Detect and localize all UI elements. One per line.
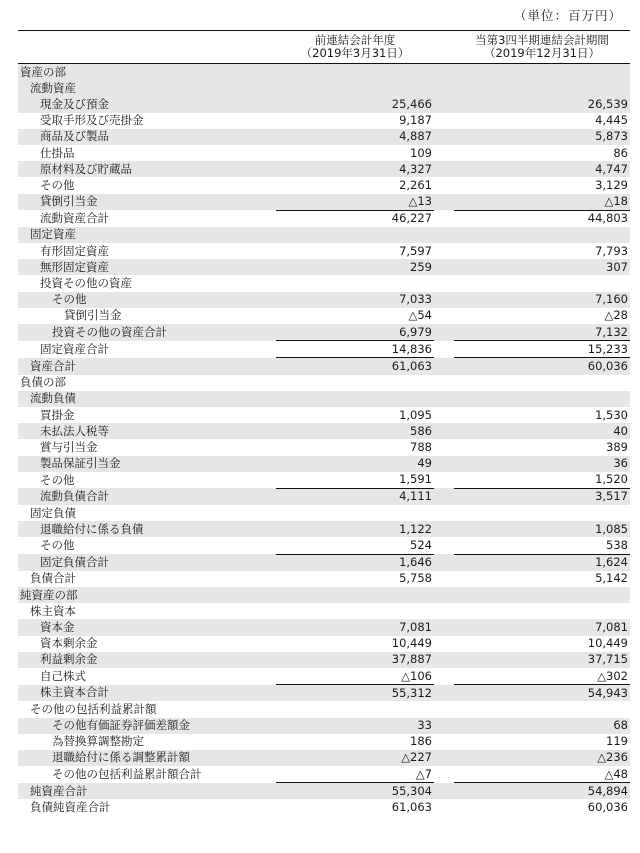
table-body [18,64,630,816]
row-value-current-period: 119 [606,734,628,749]
row-label: 投資その他の資産 [40,276,132,291]
row-label: 商品及び製品 [18,129,270,145]
row-value-current-period [454,505,630,521]
table-row [18,375,630,391]
table-row [18,145,630,161]
row-value-current-period [454,701,630,717]
row-label: 固定資産合計 [40,341,109,356]
row-value-prior-year: 1,591 [399,472,432,487]
row-value-prior-year: △7 [415,766,432,781]
row-label: 貸倒引当金 [64,308,122,323]
row-value-prior-year [276,275,434,291]
row-label: 投資その他の資産合計 [18,324,270,341]
row-value-prior-year: △227 [276,750,434,766]
row-value-current-period: 10,449 [587,636,628,651]
row-value-prior-year: △13 [276,194,434,211]
table-row [18,685,630,702]
row-label: 株主資本 [30,603,76,618]
table-row [18,129,630,145]
table-row [18,554,630,571]
row-value-prior-year: 49 [276,456,434,472]
row-label: 負債の部 [20,375,66,390]
row-value-current-period: 7,793 [595,243,628,258]
row-value-prior-year: 4,887 [276,129,434,145]
table-row [18,472,630,489]
row-value-current-period: 4,445 [595,113,628,128]
row-value-current-period: 86 [613,145,628,160]
row-value-prior-year: 4,327 [276,161,434,177]
row-value-current-period: 389 [606,439,628,454]
row-label: 純資産合計 [18,783,270,800]
row-value-current-period: 60,036 [587,800,628,815]
row-value-prior-year: △54 [408,308,432,323]
row-value-prior-year [276,391,434,407]
row-label: 現金及び預金 [18,96,270,112]
row-value-prior-year: 109 [410,145,432,160]
row-value-prior-year: △106 [401,668,432,683]
row-value-current-period: 1,085 [454,521,630,537]
row-value-current-period: 1,530 [595,407,628,422]
row-value-current-period: 44,803 [454,210,630,227]
row-value-current-period: 1,624 [454,554,630,571]
row-label: 為替換算調整勘定 [52,734,144,749]
table-row [18,799,630,815]
row-label: 利益剰余金 [18,652,270,668]
table-row [18,521,630,537]
table-row [18,488,630,505]
row-value-prior-year [276,80,434,96]
row-value-current-period: △302 [597,668,628,683]
row-value-current-period: 68 [454,718,630,734]
row-label: 流動資産 [18,80,270,96]
row-value-prior-year [276,603,434,619]
row-label: 資本金 [18,619,270,635]
row-label: 仕掛品 [40,145,75,160]
table-row [18,423,630,439]
row-value-current-period: 15,233 [454,341,630,358]
row-value-current-period: 3,517 [454,488,630,505]
column-header-prior-year [276,31,434,64]
table-row [18,96,630,112]
row-value-current-period: △48 [604,766,628,781]
row-value-current-period: △236 [454,750,630,766]
table-row [18,227,630,243]
row-value-current-period: 7,132 [454,324,630,341]
row-label: その他 [40,472,75,487]
row-value-current-period: 54,894 [454,783,630,800]
row-value-prior-year: 586 [276,423,434,439]
row-label: 流動負債合計 [18,488,270,505]
row-value-current-period: 4,747 [454,161,630,177]
row-value-prior-year: 37,887 [276,652,434,668]
row-value-current-period [454,391,630,407]
row-label: その他 [40,177,75,192]
table-row [18,113,630,129]
row-value-current-period: 37,715 [454,652,630,668]
row-value-prior-year: 55,304 [276,783,434,800]
row-value-prior-year: 6,979 [276,324,434,341]
row-value-prior-year: 1,095 [399,407,432,422]
row-value-prior-year: 61,063 [276,358,434,375]
row-value-prior-year: 2,261 [399,177,432,192]
row-label: 退職給付に係る負債 [18,521,270,537]
row-value-prior-year: 55,312 [276,685,434,702]
row-label: その他 [40,538,75,553]
row-label: 固定資産 [18,227,270,243]
row-label: その他有価証券評価差額金 [18,718,270,734]
row-value-prior-year: 61,063 [391,800,432,815]
row-value-prior-year: 788 [410,439,432,454]
row-value-prior-year: 186 [410,734,432,749]
column-header-prior-year-date: （2019年3月31日） [300,46,410,60]
row-value-current-period: 54,943 [454,685,630,702]
row-label: 固定負債合計 [18,554,270,571]
row-value-current-period: 1,520 [595,472,628,487]
column-header-current-period-date: （2019年12月31日） [483,46,601,60]
row-value-prior-year: 5,758 [399,571,432,586]
row-value-prior-year: 7,597 [399,243,432,258]
row-value-prior-year: 14,836 [276,341,434,358]
row-value-prior-year: 1,122 [276,521,434,537]
row-label: 退職給付に係る調整累計額 [18,750,270,766]
table-row [18,308,630,324]
row-value-prior-year [276,701,434,717]
row-value-prior-year: 9,187 [399,113,432,128]
row-value-current-period: 3,129 [595,177,628,192]
row-value-prior-year [276,505,434,521]
table-row [18,571,630,587]
row-value-current-period: 538 [606,538,628,553]
row-label: 無形固定資産 [18,259,270,275]
row-label: 負債純資産合計 [30,800,111,815]
row-value-prior-year: 7,033 [276,292,434,308]
table-row [18,718,630,734]
row-label: 買掛金 [40,407,75,422]
row-value-current-period: 60,036 [454,358,630,375]
row-value-prior-year: 1,646 [276,554,434,571]
row-value-current-period: △18 [454,194,630,211]
row-value-prior-year: 4,111 [276,488,434,505]
row-label: 資本剰余金 [40,636,98,651]
row-value-prior-year: 33 [276,718,434,734]
row-label: 負債合計 [30,571,76,586]
table-row [18,456,630,472]
table-row [18,783,630,800]
row-value-prior-year [276,227,434,243]
table-row [18,603,630,619]
row-label: 固定負債 [30,505,76,520]
row-value-current-period [454,375,630,391]
table-row [18,80,630,96]
table-row [18,64,630,81]
row-value-current-period: 7,160 [454,292,630,308]
row-value-prior-year: 10,449 [391,636,432,651]
balance-sheet-table [18,30,630,816]
table-row [18,194,630,211]
row-value-current-period [454,227,630,243]
row-value-prior-year: 524 [410,538,432,553]
table-row [18,766,630,783]
row-value-current-period [454,603,630,619]
row-value-current-period: 7,081 [454,619,630,635]
row-label: 流動資産合計 [40,211,109,226]
row-value-prior-year: 46,227 [276,210,434,227]
row-label: その他の包括利益累計額合計 [52,766,202,781]
row-value-prior-year [276,375,434,391]
table-row [18,407,630,423]
table-row [18,210,630,227]
row-value-current-period: △28 [604,308,628,323]
table-row [18,587,630,603]
column-header-current-period [454,31,630,64]
table-row [18,324,630,341]
table-row [18,243,630,259]
row-value-current-period: 307 [454,259,630,275]
table-row [18,275,630,291]
row-label: その他の包括利益累計額 [30,701,157,716]
table-row [18,668,630,685]
table-row [18,161,630,177]
table-row [18,636,630,652]
row-value-current-period [454,80,630,96]
row-value-current-period [454,275,630,291]
header-label-cell [18,31,270,64]
row-label: 貸倒引当金 [18,194,270,211]
row-label: 純資産の部 [18,587,270,603]
table-row [18,652,630,668]
column-header-prior-year-title: 前連結会計年度 [314,33,396,47]
row-value-prior-year: 25,466 [276,96,434,112]
table-row [18,505,630,521]
row-label: 資産の部 [18,64,270,81]
row-value-prior-year [276,64,434,81]
row-label: 未払法人税等 [18,423,270,439]
table-row [18,619,630,635]
row-value-current-period: 40 [454,423,630,439]
column-header-current-period-title: 当第3四半期連結会計期間 [475,33,609,47]
row-value-current-period: 5,142 [595,571,628,586]
row-value-current-period [454,587,630,603]
row-label: 流動負債 [18,391,270,407]
row-value-current-period: 5,873 [454,129,630,145]
row-label: 賞与引当金 [40,439,98,454]
row-label: 有形固定資産 [40,243,109,258]
row-value-current-period: 26,539 [454,96,630,112]
row-value-prior-year: 7,081 [276,619,434,635]
row-label: 原材料及び貯蔵品 [18,161,270,177]
row-label: 受取手形及び売掛金 [40,113,144,128]
row-value-current-period: 36 [454,456,630,472]
table-row [18,292,630,308]
table-row [18,439,630,455]
table-row [18,701,630,717]
table-row [18,341,630,358]
row-value-prior-year: 259 [276,259,434,275]
table-row [18,537,630,554]
table-header [18,31,630,64]
row-label: その他 [18,292,270,308]
table-row [18,734,630,750]
row-label: 資産合計 [18,358,270,375]
row-label: 製品保証引当金 [18,456,270,472]
table-row [18,750,630,766]
row-value-prior-year [276,587,434,603]
table-row [18,259,630,275]
unit-label: （単位：百万円） [513,8,622,23]
row-label: 株主資本合計 [18,685,270,702]
table-row [18,177,630,193]
table-row [18,358,630,375]
row-label: 自己株式 [40,668,86,683]
row-value-current-period [454,64,630,81]
table-row [18,391,630,407]
